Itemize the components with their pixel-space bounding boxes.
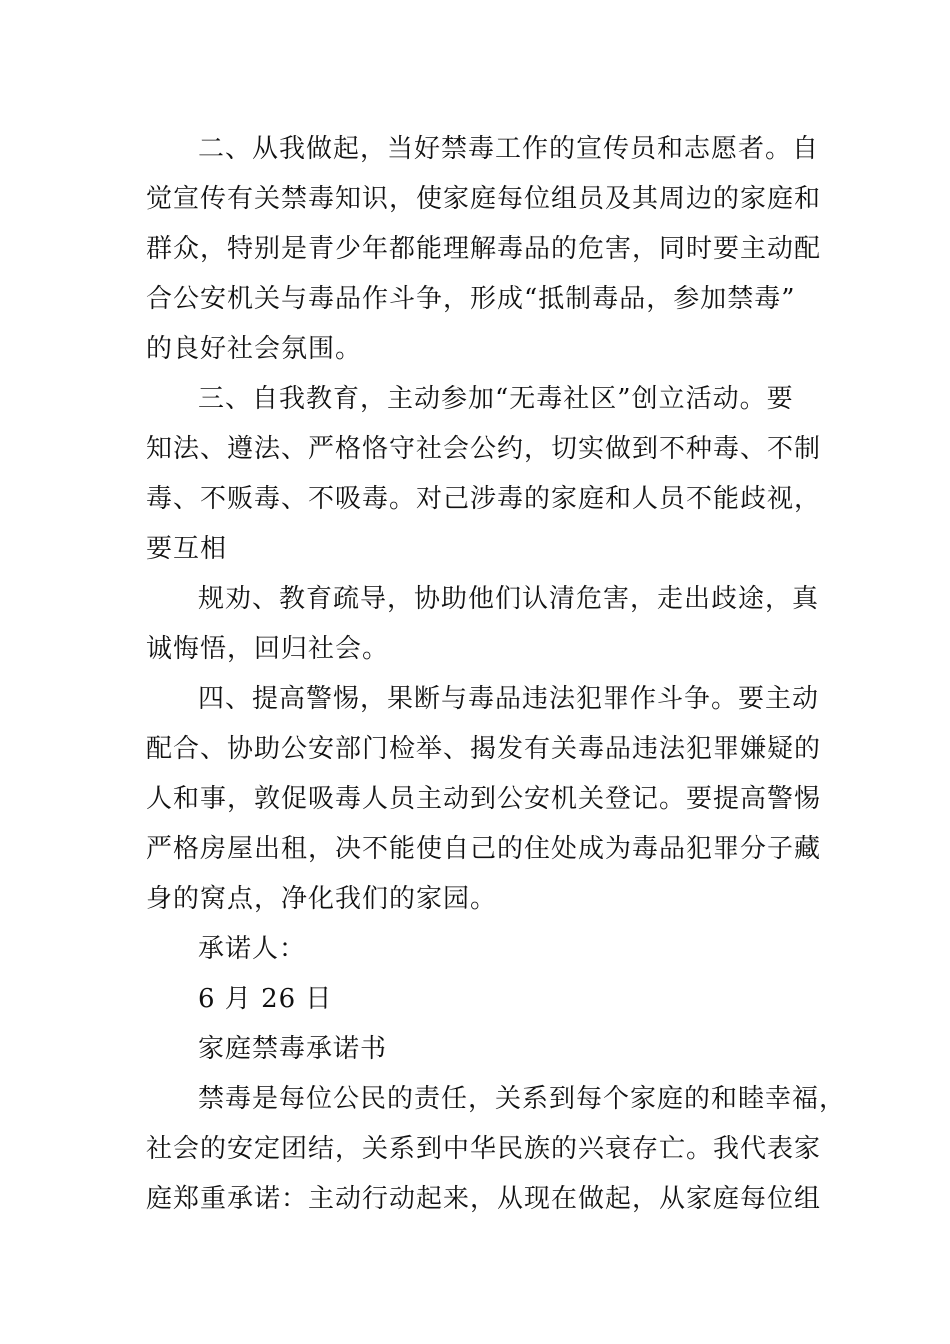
section-title: 家庭禁毒承诺书 [198, 1034, 388, 1064]
text-line: 毒、不贩毒、不吸毒。对己涉毒的家庭和人员不能歧视， [146, 484, 822, 514]
text-line: 群众，特别是青少年都能理解毒品的危害，同时要主动配 [146, 234, 822, 264]
text-line: 知法、遵法、严格恪守社会公约，切实做到不种毒、不制 [146, 434, 822, 464]
text-line: 的良好社会氛围。 [146, 334, 363, 364]
text-line: 四、提高警惕，果断与毒品违法犯罪作斗争。要主动 [198, 684, 820, 714]
text-line: 二、从我做起，当好禁毒工作的宣传员和志愿者。自 [198, 134, 820, 164]
text-line: 庭郑重承诺：主动行动起来，从现在做起，从家庭每位组 [146, 1184, 822, 1214]
date-line: 6 月 26 日 [198, 984, 333, 1014]
text-line: 合公安机关与毒品作斗争，形成“抵制毒品，参加禁毒” [146, 284, 796, 314]
text-line: 严格房屋出租，决不能使自己的住处成为毒品犯罪分子藏 [146, 834, 822, 864]
text-line: 三、自我教育，主动参加“无毒社区”创立活动。要 [198, 384, 794, 414]
text-line: 社会的安定团结，关系到中华民族的兴衰存亡。我代表家 [146, 1134, 822, 1164]
text-line: 禁毒是每位公民的责任，关系到每个家庭的和睦幸福， [198, 1084, 847, 1114]
text-line: 人和事，敦促吸毒人员主动到公安机关登记。要提高警惕 [146, 784, 822, 814]
text-line: 身的窝点，净化我们的家园。 [146, 884, 498, 914]
text-line: 规劝、教育疏导，协助他们认清危害，走出歧途，真 [198, 584, 820, 614]
signature-label: 承诺人： [198, 934, 307, 964]
text-line: 觉宣传有关禁毒知识，使家庭每位组员及其周边的家庭和 [146, 184, 822, 214]
text-line: 配合、协助公安部门检举、揭发有关毒品违法犯罪嫌疑的 [146, 734, 822, 764]
text-line: 诚悔悟，回归社会。 [146, 634, 390, 664]
text-line: 要互相 [146, 534, 228, 564]
